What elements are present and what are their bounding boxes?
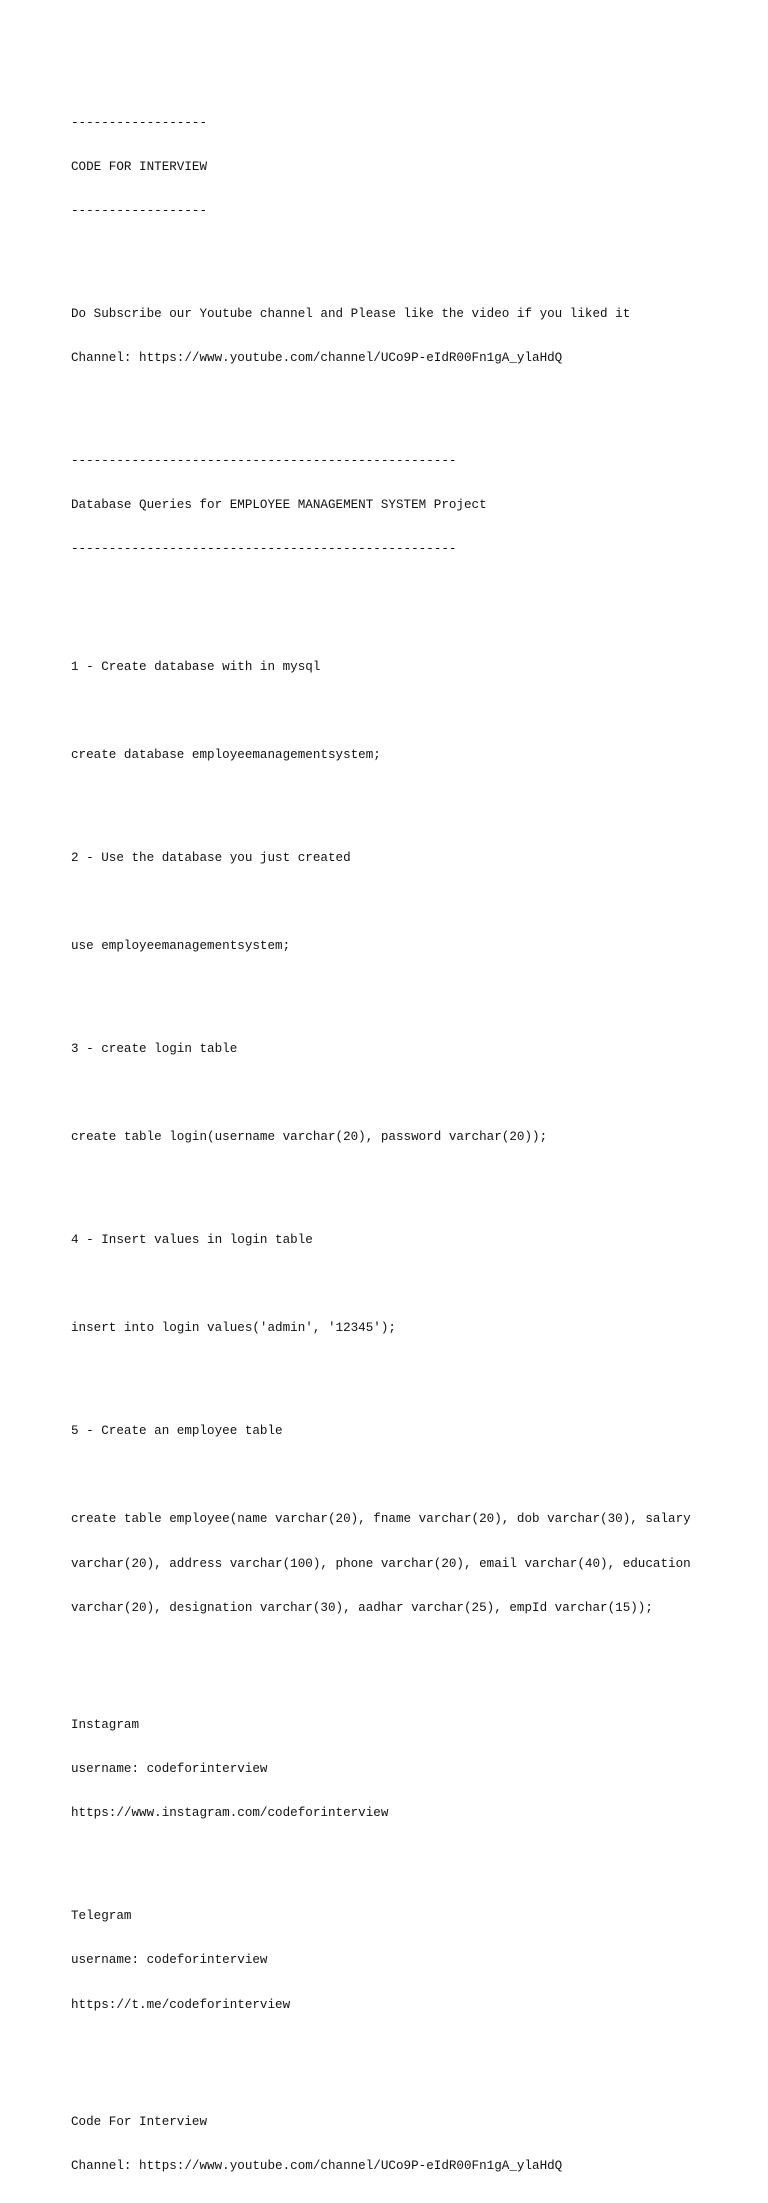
spacer (71, 1365, 751, 1380)
spacer (71, 1086, 751, 1101)
step-2-query: use employeemanagementsystem; (71, 939, 291, 954)
step-2-heading: 2 - Use the database you just created (71, 851, 351, 866)
spacer (71, 1277, 751, 1292)
step-5-query-line-3: varchar(20), designation varchar(30), aadhar varchar(25), empId varchar(15)); (71, 1600, 653, 1615)
spacer (71, 248, 751, 263)
spacer (71, 2042, 751, 2071)
telegram-label: Telegram (71, 1909, 132, 1924)
spacer (71, 1468, 751, 1483)
instagram-username: username: codeforinterview (71, 1762, 268, 1777)
instagram-label: Instagram (71, 1718, 140, 1733)
footer-name: Code For Interview (71, 2115, 208, 2130)
document-page (71, 72, 751, 2203)
spacer (71, 1174, 751, 1189)
step-5-heading: 5 - Create an employee table (71, 1424, 283, 1439)
spacer (71, 1851, 751, 1866)
intro-channel-link: Channel: https://www.youtube.com/channel/UCo9P-eIdR00Fn1gA_ylaHdQ (71, 351, 563, 366)
step-1-query: create database employeemanagementsystem; (71, 748, 381, 763)
step-4-heading: 4 - Insert values in login table (71, 1233, 313, 1248)
spacer (71, 586, 751, 615)
subscribe-text: Do Subscribe our Youtube channel and Please like the video if you liked it (71, 307, 631, 322)
spacer (71, 1645, 751, 1674)
step-5-query-line-2: varchar(20), address varchar(100), phone varchar(20), email varchar(40), education (71, 1556, 691, 1571)
spacer (71, 395, 751, 410)
instagram-link: https://www.instagram.com/codeforinterview (71, 1806, 389, 1821)
section-rule-bottom: --------------------------------------------------- (71, 542, 457, 557)
step-3-query: create table login(username varchar(20), password varchar(20)); (71, 1130, 548, 1145)
step-5-query-line-1: create table employee(name varchar(20), fname varchar(20), dob varchar(30), salary (71, 1512, 691, 1527)
header-rule-top: ------------------ (71, 116, 208, 131)
telegram-link: https://t.me/codeforinterview (71, 1997, 291, 2012)
footer-channel-link: Channel: https://www.youtube.com/channel/UCo9P-eIdR00Fn1gA_ylaHdQ (71, 2159, 563, 2174)
header-rule-bottom: ------------------ (71, 204, 208, 219)
step-4-query: insert into login values('admin', '12345'); (71, 1321, 396, 1336)
spacer (71, 983, 751, 998)
header-title: CODE FOR INTERVIEW (71, 160, 208, 175)
step-1-heading: 1 - Create database with in mysql (71, 659, 321, 674)
spacer (71, 704, 751, 719)
spacer (71, 895, 751, 910)
section-title: Database Queries for EMPLOYEE MANAGEMENT SYSTEM Project (71, 498, 487, 513)
telegram-username: username: codeforinterview (71, 1953, 268, 1968)
section-rule-top: --------------------------------------------------- (71, 454, 457, 469)
step-3-heading: 3 - create login table (71, 1042, 238, 1057)
spacer (71, 792, 751, 807)
